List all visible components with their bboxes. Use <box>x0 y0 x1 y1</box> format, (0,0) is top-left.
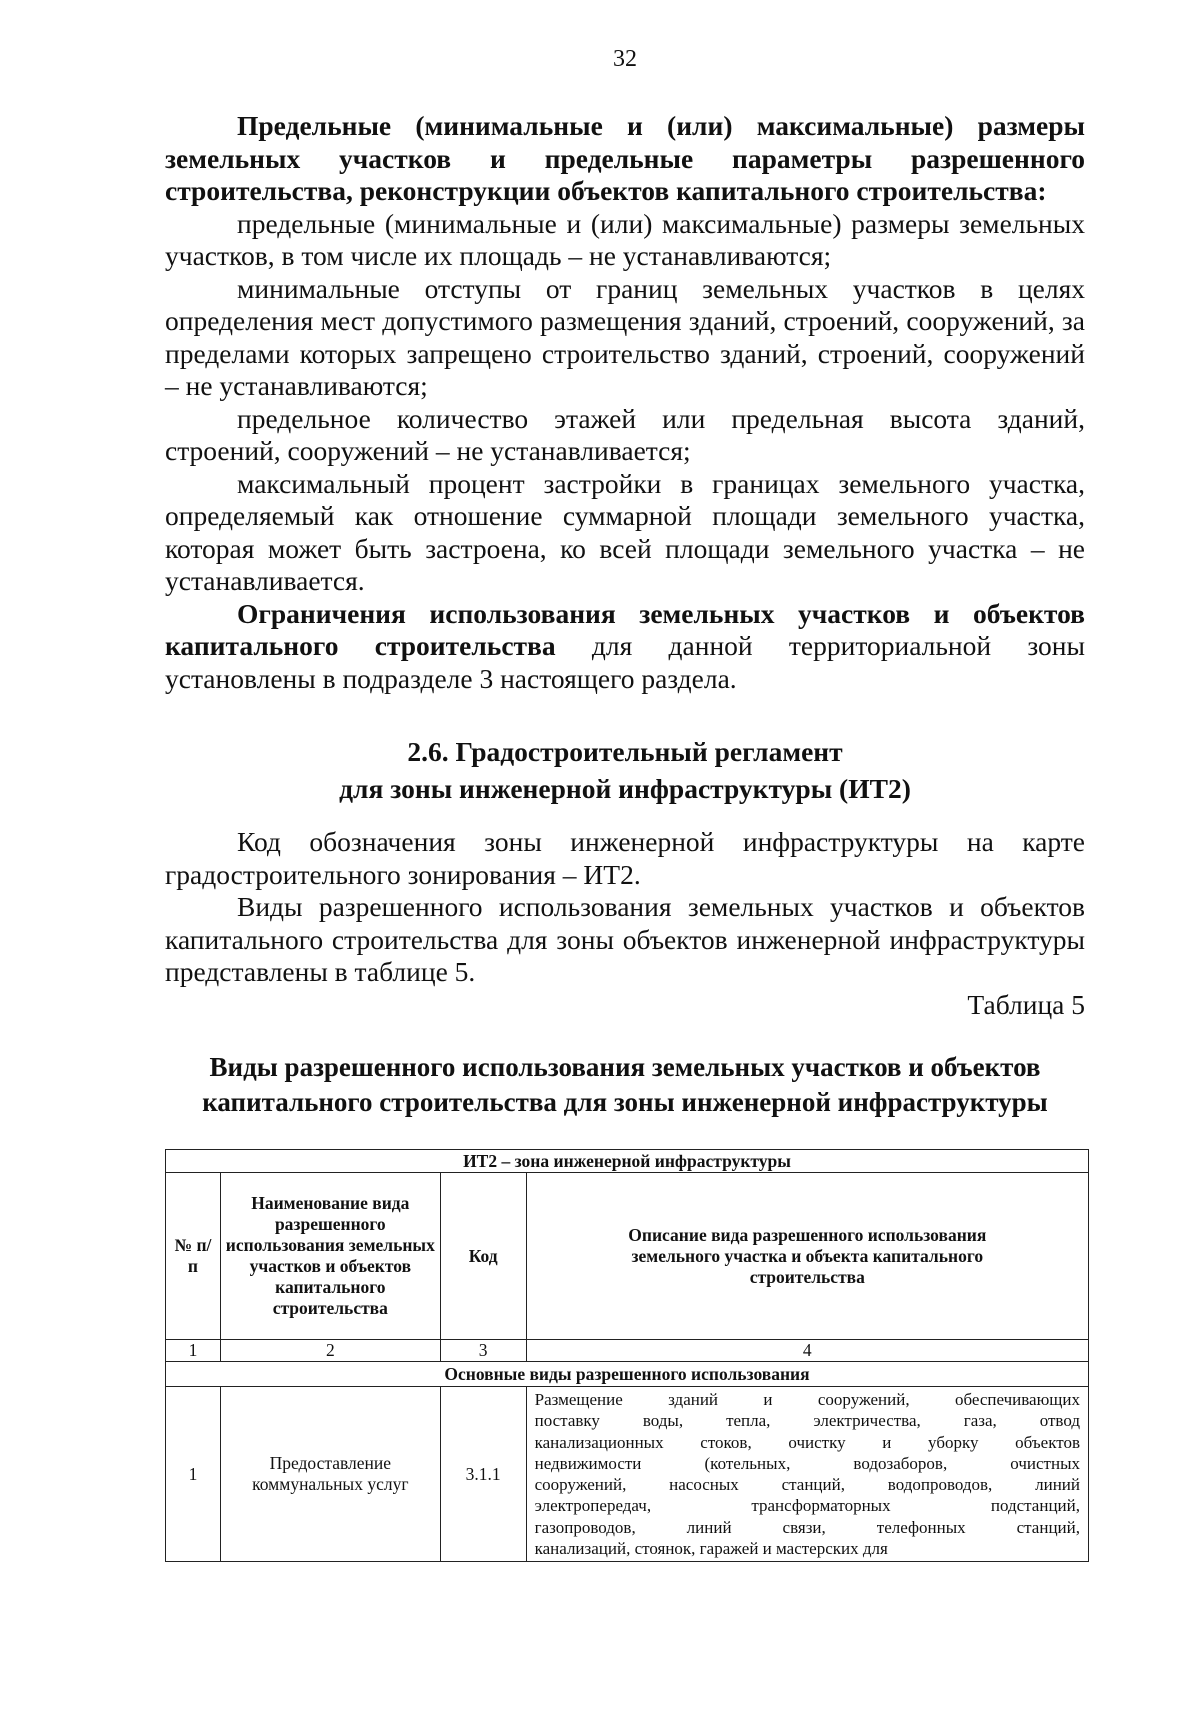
desc-line: электропередач, трансформаторных подстанций, <box>534 1496 1080 1516</box>
column-number-2: 2 <box>220 1340 440 1362</box>
header-description: Описание вида разрешенного использования земельного участка и объекта капитального строительства <box>526 1173 1088 1340</box>
restrictions-bold-text: Ограничения использования земельных участков и объектов капитального строительства <box>165 597 1085 661</box>
zone-code-section <box>165 826 1085 1021</box>
column-number-1: 1 <box>166 1340 221 1362</box>
zone-header-cell: ИТ2 – зона инженерной инфраструктуры <box>166 1150 1089 1173</box>
header-name: Наименование вида разрешенного использования земельных участков и объектов капитального строительства <box>220 1173 440 1340</box>
table-row <box>166 1387 1089 1562</box>
section-heading <box>0 733 1200 807</box>
desc-line: канализационных стоков, очистку и уборку объектов <box>534 1432 1080 1452</box>
paragraph-floors: предельное количество этажей или предельная высота зданий, строений, сооружений – не устанавливается; <box>165 402 1085 466</box>
paragraph-restrictions <box>165 598 1085 696</box>
main-uses-header: Основные виды разрешенного использования <box>166 1362 1089 1387</box>
desc-line: сооружений, насосных станций, водопроводов, линий <box>534 1475 1080 1495</box>
limits-section <box>165 110 1085 695</box>
desc-line: поставку воды, тепла, электричества, газа, отвод <box>534 1411 1080 1431</box>
paragraph-setbacks: минимальные отступы от границ земельных участков в целях определения мест допустимого размещения зданий, строений, сооружений, за пределами которых запрещено строительство зданий, строений, сооружений – не устанавливаются; <box>165 272 1085 401</box>
table-title <box>0 1050 1200 1120</box>
row-num: 1 <box>166 1387 221 1562</box>
paragraph-zone-code: Код обозначения зоны инженерной инфраструктуры на карте градостроительного зонирования – ИТ2. <box>165 826 1085 890</box>
section-heading-line1: 2.6. Градостроительный регламент <box>407 736 843 767</box>
paragraph-coverage: максимальный процент застройки в границах земельного участка, определяемый как отношение суммарной площади земельного участка, которая может быть застроена, ко всей площади земельного участка – не устанавливается. <box>165 467 1085 596</box>
section-header-row <box>166 1362 1089 1387</box>
column-header-row <box>166 1173 1089 1340</box>
paragraph-usage-types: Виды разрешенного использования земельных участков и объектов капитального строительства для зоны объектов инженерной инфраструктуры представлены в таблице 5. <box>165 891 1085 987</box>
column-number-3: 3 <box>440 1340 526 1362</box>
section-heading-line2: для зоны инженерной инфраструктуры (ИТ2) <box>339 773 911 804</box>
page-number: 32 <box>613 46 637 72</box>
desc-line: канализаций, стоянок, гаражей и мастерских для <box>534 1539 888 1559</box>
row-description <box>526 1387 1088 1562</box>
limits-heading-paragraph: Предельные (минимальные и (или) максимальные) размеры земельных участков и предельные параметры разрешенного строительства, реконструкции объектов капитального строительства: <box>165 110 1085 206</box>
row-code: 3.1.1 <box>440 1387 526 1562</box>
restrictions-text: для данной территориальной зоны установлены в подразделе 3 настоящего раздела. <box>165 630 1085 694</box>
column-number-row <box>166 1340 1089 1362</box>
desc-line: газопроводов, линий связи, телефонных станций, <box>534 1517 1080 1537</box>
paragraph-plot-sizes: предельные (минимальные и (или) максимальные) размеры земельных участков, в том числе их площадь – не устанавливаются; <box>165 207 1085 271</box>
table-title-line2: капитального строительства для зоны инженерной инфраструктуры <box>202 1087 1048 1117</box>
header-num: № п/п <box>166 1173 221 1340</box>
column-number-4: 4 <box>526 1340 1088 1362</box>
desc-line: Размещение зданий и сооружений, обеспечивающих <box>534 1390 1080 1409</box>
table-title-line1: Виды разрешенного использования земельных участков и объектов <box>209 1052 1041 1082</box>
table-label: Таблица 5 <box>967 988 1085 1020</box>
usage-table <box>165 1149 1089 1562</box>
header-code: Код <box>440 1173 526 1340</box>
row-name: Предоставление коммунальных услуг <box>220 1387 440 1562</box>
desc-line: недвижимости (котельных, водозаборов, очистных <box>534 1453 1080 1473</box>
zone-header-row <box>166 1150 1089 1173</box>
